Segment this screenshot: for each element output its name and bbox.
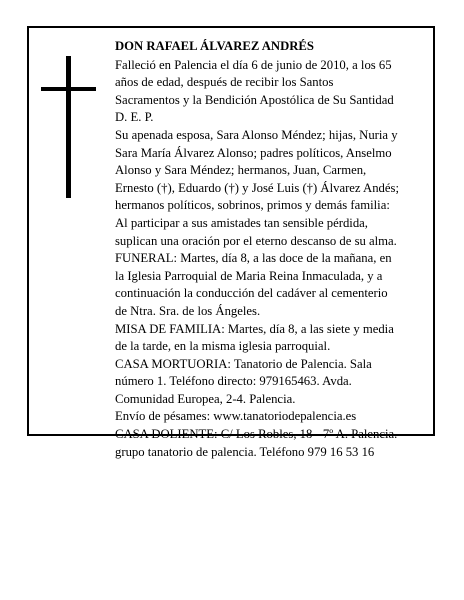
notice-line: la Iglesia Parroquial de Maria Reina Inmaculada, y a [115, 268, 383, 283]
notice-line: Sara María Álvarez Alonso; padres políticos, Anselmo [115, 145, 392, 160]
notice-text [115, 38, 431, 461]
notice-line: CASA DOLIENTE: C/ Los Robles, 18 - 7º A. Palencia. [115, 427, 398, 442]
notice-line: de Ntra. Sra. de los Ángeles. [115, 303, 261, 318]
notice-line: Al participar a sus amistades tan sensible pérdida, [115, 215, 368, 230]
notice-line: D. E. P. [115, 110, 154, 125]
notice-line: hermanos políticos, sobrinos, primos y demás familia: [115, 198, 390, 213]
notice-line: FUNERAL: Martes, día 8, a las doce de la mañana, en [115, 251, 392, 266]
deceased-name: DON RAFAEL ÁLVAREZ ANDRÉS [115, 39, 314, 53]
notice-line: de la tarde, en la misma iglesia parroquial. [115, 339, 331, 354]
notice-line: MISA DE FAMILIA: Martes, día 8, a las siete y media [115, 321, 394, 336]
notice-line: grupo tanatorio de palencia. Teléfono 979 16 53 16 [115, 444, 375, 459]
notice-line: Falleció en Palencia el día 6 de junio de 2010, a los 65 [115, 57, 392, 72]
notice-line: Comunidad Europea, 2-4. Palencia. [115, 391, 296, 406]
cross-horizontal-bar [41, 87, 96, 91]
notice-line: Ernesto (†), Eduardo (†) y José Luis (†) Álvarez Andés; [115, 180, 399, 195]
notice-line: continuación la conducción del cadáver al cementerio [115, 286, 388, 301]
notice-line: Su apenada esposa, Sara Alonso Méndez; hijas, Nuria y [115, 127, 398, 142]
notice-line: CASA MORTUORIA: Tanatorio de Palencia. Sala [115, 356, 372, 371]
obituary-notice [27, 26, 435, 459]
notice-line: Alonso y Sara Méndez; hermanos, Juan, Carmen, [115, 163, 367, 178]
latin-cross-icon [41, 56, 96, 198]
notice-line: Envío de pésames: www.tanatoriodepalencia.es [115, 409, 357, 424]
notice-line: número 1. Teléfono directo: 979165463. Avda. [115, 374, 352, 389]
notice-line: años de edad, después de recibir los Santos [115, 75, 334, 90]
notice-line: Sacramentos y la Bendición Apostólica de Su Santidad [115, 92, 394, 107]
notice-line: suplican una oración por el eterno descanso de su alma. [115, 233, 397, 248]
cross-vertical-bar [66, 56, 71, 198]
